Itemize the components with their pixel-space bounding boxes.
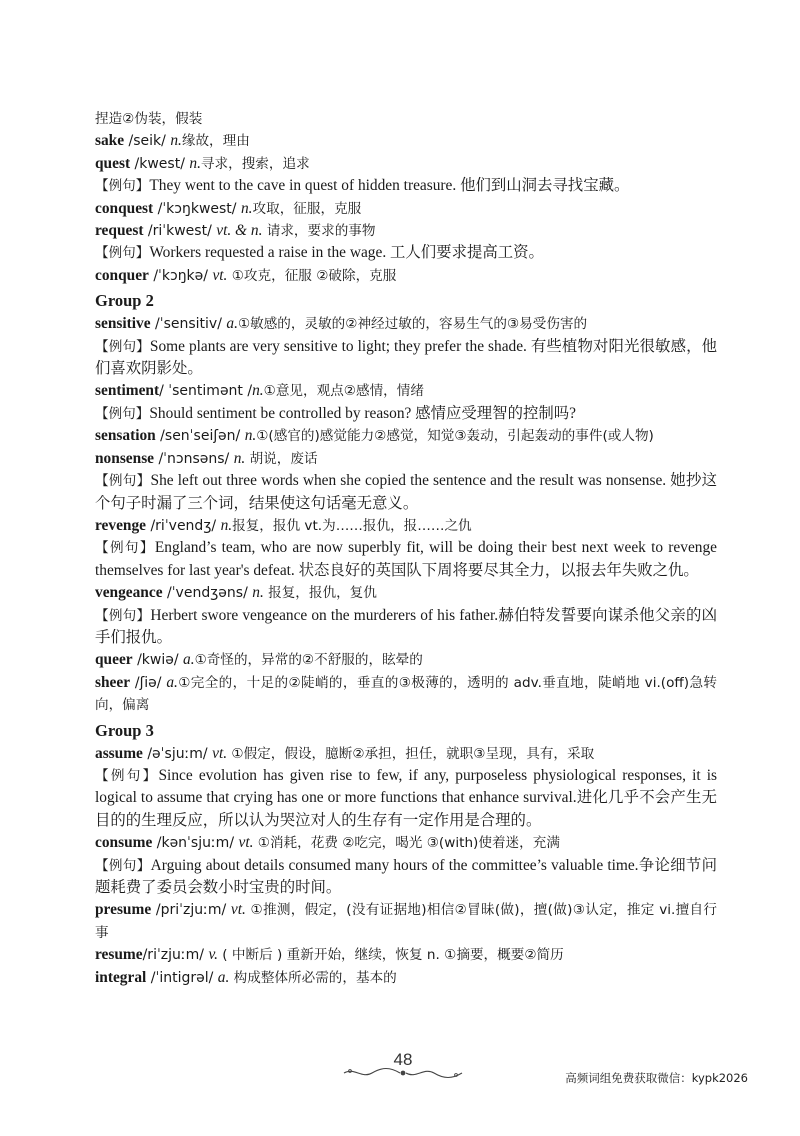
phonetic: /ˈnɔnsəns/ xyxy=(154,450,234,467)
word-entry xyxy=(95,265,717,287)
phonetic: /kwiə/ xyxy=(132,652,184,669)
definition: 寻求，搜索，追求 xyxy=(200,155,310,172)
example-sentence xyxy=(95,175,717,197)
definition: ①奇怪的，异常的②不舒服的，眩晕的 xyxy=(194,652,423,669)
phonetic: /riˈzjuːm/ xyxy=(142,947,209,964)
headword: resume xyxy=(95,946,143,964)
part-of-speech: n. xyxy=(252,382,264,400)
phonetic: / ˈsentimənt / xyxy=(159,383,253,400)
part-of-speech: n. xyxy=(233,449,246,467)
word-entry xyxy=(95,743,717,765)
phonetic: /priˈzjuːm/ xyxy=(151,902,231,919)
headword: sentiment xyxy=(95,382,160,400)
word-entry xyxy=(95,425,717,447)
headword: revenge xyxy=(95,516,146,534)
definition: ①完全的，十足的②陡峭的，垂直的③极薄的，透明的 adv.垂直地，陡峭地 vi.(off)急转向，偏离 xyxy=(95,674,717,714)
headword: sensitive xyxy=(95,315,151,333)
phonetic: /ʃiə/ xyxy=(130,674,167,691)
part-of-speech: a. xyxy=(183,651,195,669)
definition: 缘故，理由 xyxy=(181,133,250,150)
part-of-speech: n. xyxy=(244,427,257,445)
part-of-speech: vt. & n. xyxy=(216,222,263,240)
definition: 构成整体所必需的，基本的 xyxy=(229,969,397,986)
headword: queer xyxy=(95,651,133,669)
headword: integral xyxy=(95,968,147,986)
dictionary-page-body xyxy=(95,108,717,989)
phonetic: /ˈkɔŋkə/ xyxy=(148,267,213,284)
word-entry xyxy=(95,130,717,152)
part-of-speech: v. xyxy=(208,946,218,964)
phonetic: /kənˈsjuːm/ xyxy=(152,835,239,852)
example-text: Arguing about details consumed many hours of the committee’s valuable time.争论细节问题耗费了委员会数小时宝贵的时间。 xyxy=(95,856,717,896)
definition: 攻取，征服，克服 xyxy=(252,200,362,217)
word-entry xyxy=(95,832,717,854)
watermark-text: 高频词组免费获取微信：kypk2026 xyxy=(565,1071,748,1085)
example-sentence xyxy=(95,242,717,264)
continuation-text: 捏造②伪装，假装 xyxy=(95,111,203,127)
part-of-speech: n. xyxy=(170,132,182,150)
part-of-speech: n. xyxy=(240,199,253,217)
phonetic: /riˈvendʒ/ xyxy=(146,517,221,534)
headword: vengeance xyxy=(95,584,163,602)
example-text: England’s team, who are now superbly fit, will be doing their best next week to revenge themselves for last year's defeat. 状态良好的英国队下周将要尽其全力，以报去年失败之仇。 xyxy=(95,539,717,579)
phonetic: /riˈkwest/ xyxy=(143,223,217,240)
headword: request xyxy=(95,222,144,240)
headword: sensation xyxy=(95,427,156,445)
word-entry xyxy=(95,380,717,402)
example-label: 【例句】 xyxy=(95,245,150,262)
definition: ①(感官的)感觉能力②感觉，知觉③轰动，引起轰动的事件(或人物) xyxy=(256,428,654,445)
example-sentence xyxy=(95,336,717,381)
example-text: They went to the cave in quest of hidden treasure. 他们到山洞去寻找宝藏。 xyxy=(149,177,630,195)
example-sentence xyxy=(95,537,717,582)
example-text: Some plants are very sensitive to light; they prefer the shade. 有些植物对阳光很敏感，他们喜欢阴影处。 xyxy=(95,337,717,378)
part-of-speech: n. xyxy=(220,516,233,534)
definition: ( 中断后 ) 重新开始，继续，恢复 n. ①摘要，概要②简历 xyxy=(217,947,564,964)
ornament-flourish-icon xyxy=(340,1066,466,1080)
word-entry xyxy=(95,944,717,966)
definition: ①推测，假定，(没有证据地)相信②冒昧(做)，擅(做)③认定，推定 vi.擅自行事 xyxy=(95,902,717,941)
definition: ①假定，假设，臆断②承担，担任，就职③呈现，具有，采取 xyxy=(227,745,595,762)
part-of-speech: a. xyxy=(166,673,178,691)
headword: conquest xyxy=(95,199,154,217)
headword: presume xyxy=(95,901,152,919)
definition: 报复，报仇，复仇 xyxy=(263,585,377,602)
example-sentence xyxy=(95,765,717,832)
word-entry xyxy=(95,967,717,989)
page-footer xyxy=(0,1050,800,1090)
example-label: 【例句】 xyxy=(95,473,151,490)
example-label: 【例句】 xyxy=(95,607,151,624)
definition: ①意见，观点②感情，情绪 xyxy=(263,383,424,400)
word-entry xyxy=(95,899,717,944)
example-sentence xyxy=(95,403,717,425)
phonetic: /seik/ xyxy=(124,133,171,150)
phonetic: /kwest/ xyxy=(130,155,190,172)
example-text: Should sentiment be controlled by reason? 感情应受理智的控制吗? xyxy=(149,404,576,422)
phonetic: /ˈsensitiv/ xyxy=(150,316,227,333)
example-sentence xyxy=(95,605,717,650)
example-label: 【例句】 xyxy=(95,405,150,422)
word-entry xyxy=(95,198,717,220)
definition: ①消耗，花费 ②吃完，喝光 ③(with)使着迷，充满 xyxy=(253,835,560,852)
example-text: She left out three words when she copied the sentence and the result was nonsense. 她抄这个句子时漏了三个词，结果使这句话毫无意义。 xyxy=(95,472,717,512)
word-entry xyxy=(95,672,717,717)
word-entry xyxy=(95,582,717,604)
definition: 胡说，废话 xyxy=(245,450,318,467)
word-entry xyxy=(95,448,717,470)
example-label: 【例句】 xyxy=(95,857,151,874)
page-number: 48 xyxy=(393,1050,413,1069)
group-heading: Group 3 xyxy=(95,720,154,740)
phonetic: /əˈsjuːm/ xyxy=(142,745,213,762)
example-label: 【例句】 xyxy=(95,178,150,195)
part-of-speech: a. xyxy=(217,968,230,986)
headword: conquer xyxy=(95,266,149,284)
headword: assume xyxy=(95,744,143,762)
phonetic: /ˈkɔŋkwest/ xyxy=(153,200,241,217)
part-of-speech: vt. xyxy=(212,266,228,284)
example-text: Since evolution has given rise to few, if any, purposeless physiological responses, it is logical to assume that crying has one or more functions that enhance survival.进化几乎不会产生无目的的生理反应，所以认为哭泣对人的生存有一定作用是合理的。 xyxy=(95,766,717,829)
word-entry xyxy=(95,313,717,335)
phonetic: /senˈseiʃən/ xyxy=(155,428,245,445)
example-label: 【例句】 xyxy=(95,540,155,557)
word-entry xyxy=(95,515,717,537)
group-heading: Group 2 xyxy=(95,291,154,311)
example-label: 【例句】 xyxy=(95,338,150,355)
word-entry xyxy=(95,649,717,671)
part-of-speech: n. xyxy=(189,154,201,172)
definition: 报复，报仇 vt.为……报仇，报……之仇 xyxy=(232,517,472,534)
example-sentence xyxy=(95,855,717,900)
part-of-speech: vt. xyxy=(238,834,254,852)
headword: quest xyxy=(95,154,131,172)
headword: sake xyxy=(95,132,125,150)
phonetic: /ˈintigrəl/ xyxy=(146,969,218,986)
headword: consume xyxy=(95,834,153,852)
word-entry xyxy=(95,220,717,242)
part-of-speech: vt. xyxy=(212,744,228,762)
example-sentence xyxy=(95,470,717,515)
part-of-speech: vt. xyxy=(230,901,246,919)
part-of-speech: n. xyxy=(252,584,264,602)
example-text: Herbert swore vengeance on the murderers of his father.赫伯特发誓要向谋杀他父亲的凶手们报仇。 xyxy=(95,606,717,646)
part-of-speech: a. xyxy=(226,315,238,333)
definition: 请求，要求的事物 xyxy=(262,223,376,240)
phonetic: /ˈvendʒəns/ xyxy=(162,585,253,602)
headword: sheer xyxy=(95,673,131,691)
definition: ①攻克，征服 ②破除，克服 xyxy=(227,267,397,284)
example-text: Workers requested a raise in the wage. 工人们要求提高工资。 xyxy=(149,244,544,262)
headword: nonsense xyxy=(95,449,155,467)
example-label: 【例句】 xyxy=(95,767,159,784)
word-entry xyxy=(95,153,717,175)
definition: ①敏感的，灵敏的②神经过敏的，容易生气的③易受伤害的 xyxy=(237,316,588,333)
